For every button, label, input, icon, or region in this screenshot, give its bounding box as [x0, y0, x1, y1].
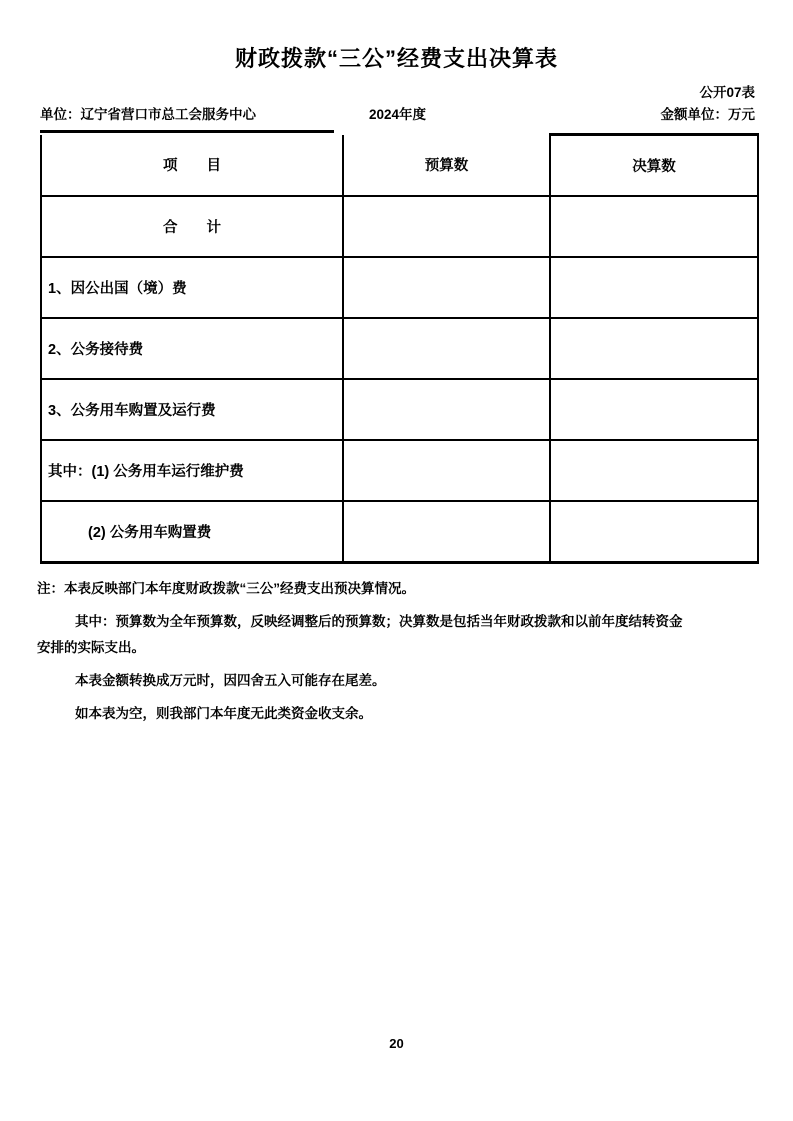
table-row: [41, 440, 758, 501]
final-value-cell: [550, 440, 758, 501]
row-label-cell: 合 计: [41, 196, 343, 257]
budget-table-wrap: [40, 133, 757, 564]
row-label-cell: 其中：(1) 公务用车运行维护费: [41, 440, 343, 501]
three-public-expense-table: [40, 133, 759, 564]
amount-unit-label: 金额单位：万元: [660, 107, 755, 122]
note-paragraph: [37, 701, 753, 727]
note-line: 注：本表反映部门本年度财政拨款“三公”经费支出预决算情况。: [37, 581, 415, 596]
row-label-cell: 2、公务接待费: [41, 318, 343, 379]
page-number: 20: [389, 1036, 404, 1051]
note-paragraph: [37, 609, 753, 661]
meta-row: [40, 103, 755, 123]
note-line: 如本表为空，则我部门本年度无此类资金收支余。: [75, 706, 372, 721]
note-line: 其中：预算数为全年预算数，反映经调整后的预算数；决算数是包括当年财政拨款和以前年度结转资金: [75, 614, 683, 629]
table-row: [41, 196, 758, 257]
budget-value-cell: [343, 196, 550, 257]
final-value-cell: [550, 318, 758, 379]
row-label-cell: 1、因公出国（境）费: [41, 257, 343, 318]
note-paragraph: [37, 668, 753, 694]
table-row: [41, 318, 758, 379]
note-line: 安排的实际支出。: [37, 640, 145, 655]
row-label-cell: 3、公务用车购置及运行费: [41, 379, 343, 440]
budget-value-cell: [343, 501, 550, 563]
unit-label: 单位：辽宁省营口市总工会服务中心: [40, 107, 256, 122]
table-row: [41, 379, 758, 440]
column-header-budget: 预算数: [343, 135, 550, 197]
final-value-cell: [550, 379, 758, 440]
table-row: [41, 257, 758, 318]
header-row: [41, 135, 758, 197]
unit-underline-divider: [40, 130, 334, 133]
note-paragraph: [37, 576, 753, 602]
row-label-cell: (2) 公务用车购置费: [41, 501, 343, 563]
page-title: 财政拨款“三公”经费支出决算表: [234, 46, 558, 71]
note-line: 本表金额转换成万元时，因四舍五入可能存在尾差。: [75, 673, 386, 688]
final-value-cell: [550, 501, 758, 563]
final-value-cell: [550, 196, 758, 257]
budget-value-cell: [343, 257, 550, 318]
final-value-cell: [550, 257, 758, 318]
budget-value-cell: [343, 379, 550, 440]
budget-value-cell: [343, 440, 550, 501]
doc-code-label: 公开07表: [699, 85, 755, 100]
budget-value-cell: [343, 318, 550, 379]
table-row: [41, 501, 758, 563]
notes-section: [37, 576, 753, 727]
column-header-final: 决算数: [550, 135, 758, 197]
year-label: 2024年度: [368, 107, 427, 122]
column-header-item: 项 目: [41, 135, 343, 197]
